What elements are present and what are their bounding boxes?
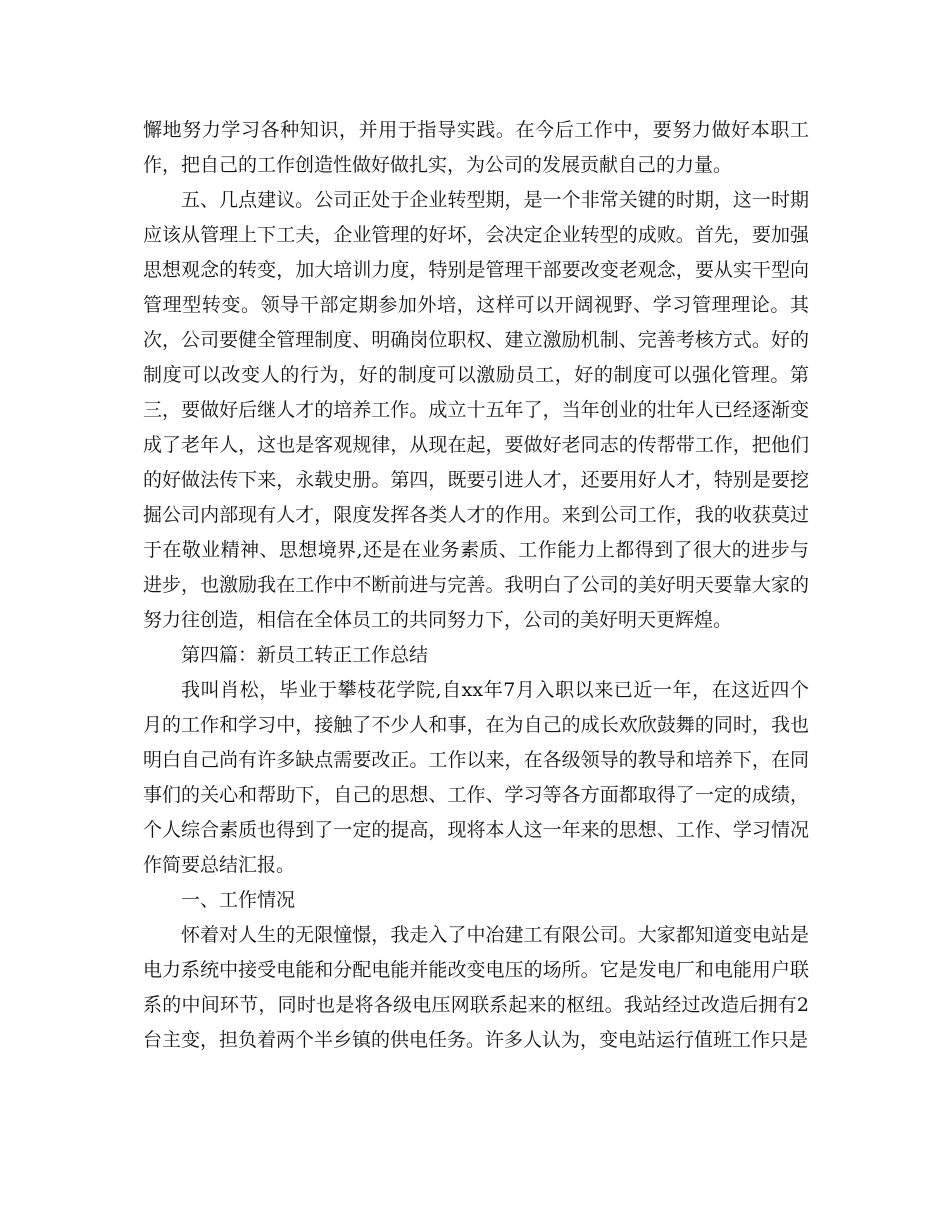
paragraph-1: 懈地努力学习各种知识，并用于指导实践。在今后工作中，要努力做好本职工作，把自己的工作创造性做好做扎实，为公司的发展贡献自己的力量。 bbox=[143, 119, 809, 176]
section-heading: 第四篇：新员工转正工作总结 bbox=[181, 644, 429, 666]
paragraph-2: 五、几点建议。公司正处于企业转型期，是一个非常关键的时期，这一时期应该从管理上下工夫，企业管理的好坏，会决定企业转型的成败。首先，要加强思想观念的转变，加大培训力度，特别是管理干部要改变老观念，要从实干型向管理型转变。领导干部定期参加外培，这样可以开阔视野、学习管理理论。其次，公司要健全管理制度、明确岗位职权、建立激励机制、完善考核方式。好的制度可以改变人的行为，好的制度可以激励员工，好的制度可以强化管理。第三，要做好后继人才的培养工作。成立十五年了，当年创业的壮年人已经逐渐变成了老年人，这也是客观规律，从现在起，要做好老同志的传帮带工作，把他们的好做法传下来，永载史册。第四，既要引进人才，还要用好人才，特别是要挖掘公司内部现有人才，限度发挥各类人才的作用。来到公司工作，我的收获莫过于在敬业精神、思想境界,还是在业务素质、工作能力上都得到了很大的进步与进步，也激励我在工作中不断前进与完善。我明白了公司的美好明天要靠大家的努力往创造，相信在全体员工的共同努力下，公司的美好明天更辉煌。 bbox=[143, 189, 809, 631]
paragraph-3: 我叫肖松，毕业于攀枝花学院,自xx年7月入职以来已近一年，在这近四个月的工作和学习中，接触了不少人和事，在为自己的成长欢欣鼓舞的同时，我也明白自己尚有许多缺点需要改正。工作以来，在各级领导的教导和培养下，在同事们的关心和帮助下，自己的思想、工作、学习等各方面都取得了一定的成绩，个人综合素质也得到了一定的提高，现将本人这一年来的思想、工作、学习情况作简要总结汇报。 bbox=[143, 679, 809, 876]
document-body bbox=[143, 113, 809, 1058]
paragraph-4: 怀着对人生的无限憧憬，我走入了中冶建工有限公司。大家都知道变电站是电力系统中接受电能和分配电能并能改变电压的场所。它是发电厂和电能用户联系的中间环节，同时也是将各级电压网联系起来的枢纽。我站经过改造后拥有2台主变，担负着两个半乡镇的供电任务。许多人认为，变电站运行值班工作只是 bbox=[143, 924, 809, 1051]
subsection-heading: 一、工作情况 bbox=[181, 889, 296, 911]
